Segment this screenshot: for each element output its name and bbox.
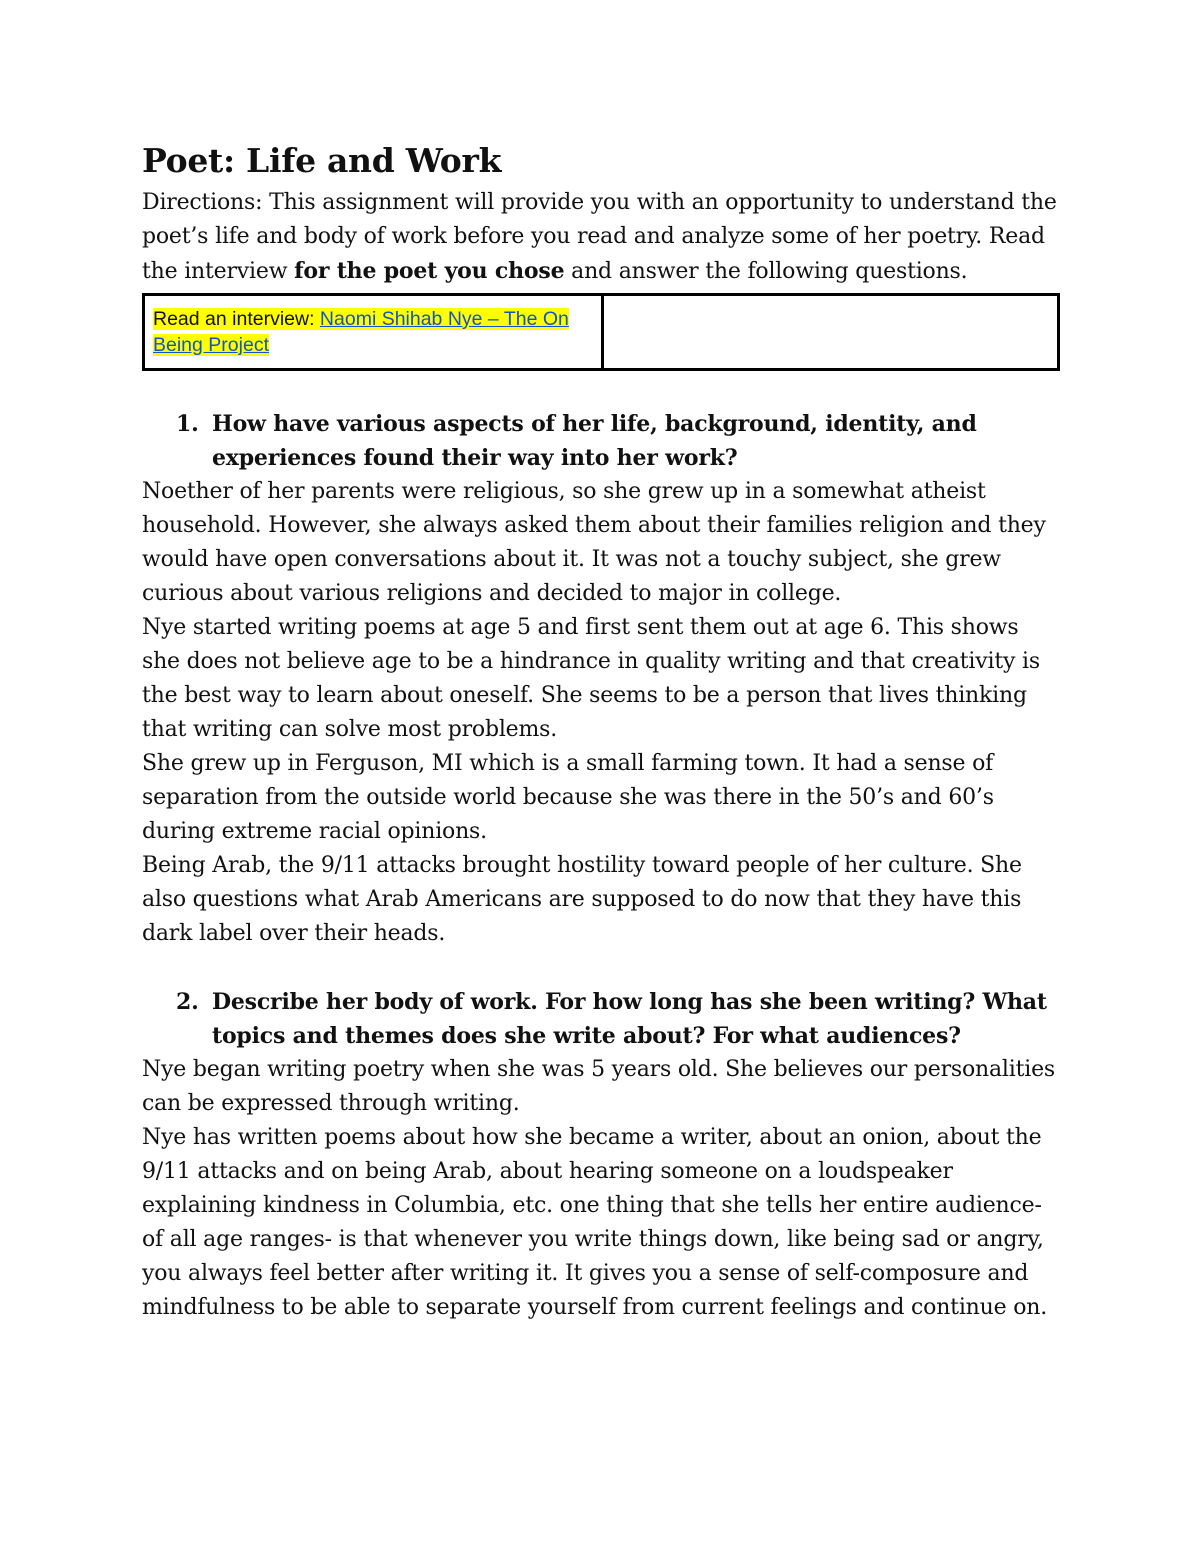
directions-part2: and answer the following questions. <box>564 259 968 284</box>
questions-list <box>142 407 1062 1325</box>
answer-paragraph: Nye started writing poems at age 5 and first sent them out at age 6. This shows she does not believe age to be a hindrance in quality writing and that creativity is the best way to learn about oneself. She seems to be a person that lives thinking that writing can solve most problems. <box>142 615 1040 742</box>
question-heading <box>142 407 1062 475</box>
spacer <box>142 951 1062 985</box>
question-number: 1. <box>176 411 199 437</box>
directions-bold: for the poet you chose <box>294 258 565 284</box>
answer-paragraph: Noether of her parents were religious, so she grew up in a somewhat atheist household. However, she always asked them about their families religion and they would have open conversations about it. It was not a touchy subject, she grew curious about various religions and decided to major in college. <box>142 479 1046 606</box>
question-heading <box>142 985 1062 1053</box>
directions-text <box>142 186 1062 289</box>
question-text: Describe her body of work. For how long has she been writing? What topics and themes does she write about? For what audiences? <box>212 989 1047 1049</box>
interview-row <box>144 295 1059 370</box>
interview-label: Read an interview: <box>153 308 320 330</box>
interview-cell-left <box>144 295 603 370</box>
answer-paragraph: Nye began writing poetry when she was 5 years old. She believes our personalities can be expressed through writing. <box>142 1057 1055 1116</box>
question-item-2 <box>142 985 1062 1325</box>
answer-block <box>142 475 1062 951</box>
interview-link[interactable]: Naomi Shihab Nye – The On Being Project <box>153 308 569 356</box>
interview-table <box>142 293 1060 371</box>
question-item-1 <box>142 407 1062 951</box>
answer-paragraph: Nye has written poems about how she became a writer, about an onion, about the 9/11 attacks and on being Arab, about hearing someone on a loudspeaker explaining kindness in Columbia, etc. one thing that she tells her entire audience- of all age ranges- is that whenever you write things down, like being sad or angry, you always feel better after writing it. It gives you a sense of self-composure and mindfulness to be able to separate yourself from current feelings and continue on. <box>142 1125 1048 1320</box>
answer-paragraph: Being Arab, the 9/11 attacks brought hostility toward people of her culture. She also questions what Arab Americans are supposed to do now that they have this dark label over their heads. <box>142 853 1022 946</box>
answer-paragraph: She grew up in Ferguson, MI which is a small farming town. It had a sense of separation from the outside world because she was there in the 50’s and 60’s during extreme racial opinions. <box>142 751 994 844</box>
interview-cell-right <box>603 295 1059 370</box>
page-title: Poet: Life and Work <box>142 141 502 180</box>
question-text: How have various aspects of her life, background, identity, and experiences found their way into her work? <box>212 411 977 471</box>
question-number: 2. <box>176 989 199 1015</box>
answer-block <box>142 1053 1062 1325</box>
directions-part1: Directions: This assignment will provide you with an opportunity to understand the poet’s life and body of work before you read and analyze some of her poetry. Read the interview <box>142 190 1057 284</box>
